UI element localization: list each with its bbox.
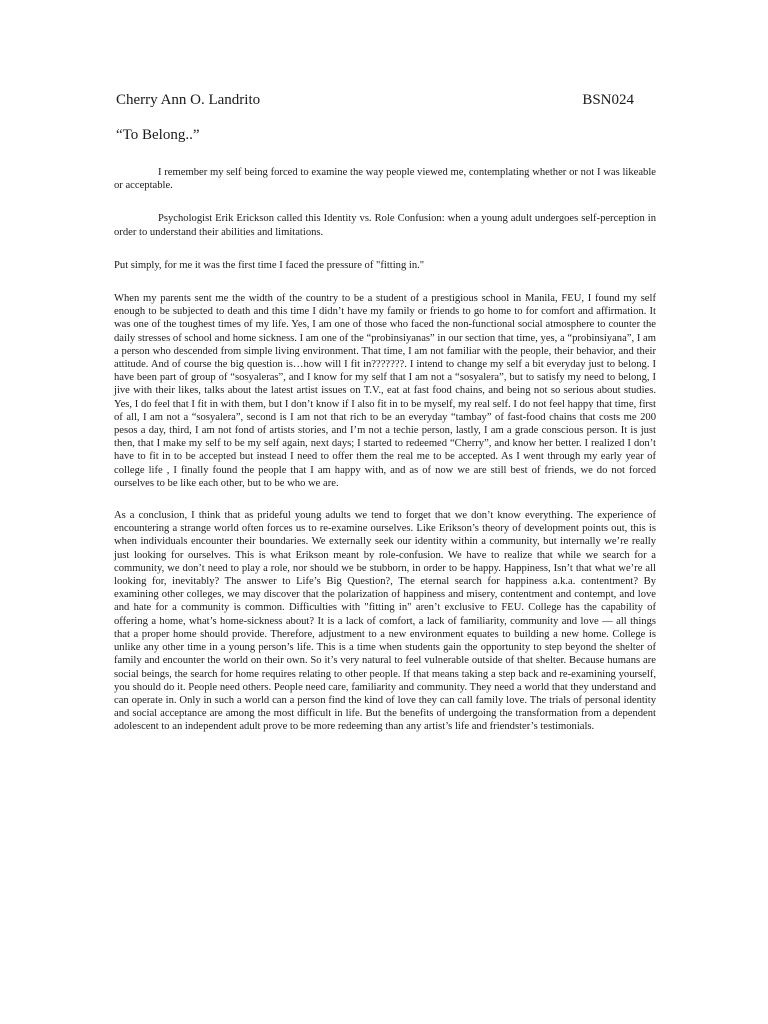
paragraph-3: Put simply, for me it was the first time I faced the pressure of "fitting in." [114,259,425,271]
document-header [116,92,634,114]
paragraph-5: As a conclusion, I think that as prideful young adults we tend to forget that we don’t know everything. The experience of encountering a strange world often forces us to re-examine ourselves. Like Erikson’s theory of development points out, this is when individuals encounter their boundaries. We externally seek our identity within a community, but internally we’re really just looking for ourselves. This is what Erikson meant by role-confusion. We have to realize that while we search for a community, we don’t need to play a role, nor should we be stubborn, in order to be happy. Happiness, Isn’t that what we’re all looking for, inevitably? The answer to Life’s Big Question?, The eternal search for happiness a.k.a. contentment? By examining other colleges, we may discover that the polarization of happiness and misery, contentment and contempt, and love and hate for a community is common. Difficulties with "fitting in" aren’t exclusive to FEU. College has the capability of offering a home, what’s home-sickness about? It is a lack of comfort, a lack of familiarity, community and love — all things that a proper home should provide. Therefore, adjustment to a new environment equates to building a new home. College is unlike any other time in a young person’s life. This is a time when students gain the opportunity to step beyond the shelter of family and encounter the world on their own. So it’s very natural to feel vulnerable outside of that shelter. Because humans are social beings, the search for home requires relating to other people. If that means taking a step back and re-examining yourself, you should do it. People need others. People need care, familiarity and community. They need a world that they understand and can operate in. Only in such a world can a person find the kind of love they can call family love. The trials of personal identity and social acceptance are among the most difficult in life. But the benefits of undergoing the transformation from a dependent adolescent to an independent adult prove to be more redeeming than any artist’s life and friendster’s testimonials. [114,510,656,733]
author-name: Cherry Ann O. Landrito [116,92,261,108]
essay-body [114,166,656,754]
essay-title: “To Belong..” [116,127,200,143]
paragraph-4: When my parents sent me the width of the country to be a student of a prestigious school in Manila, FEU, I found my self enough to be subjected to death and this time I didn’t have my family or friends to go home to for comfort and affirmation. It was one of the toughest times of my life. Yes, I am one of those who faced the non-functional social atmosphere to counter the daily stresses of school and home sickness. I am one of the “probinsiyanas” in our section that time, yes, a “probinsiyana”, I am a person who descended from simple living environment. That time, I am not familiar with the people, their behavior, and their attitude. And of course the big question is…how will I fit in???????. I intend to change my self a bit everyday just to belong. I have been part of group of “sosyaleras”, and I know for my self that I am not a “sosyalera”, but to satisfy my need to belong, I jive with their likes, talks about the latest artist issues on T.V., eat at fast food chains, and being not so serious about studies. Yes, I do feel that I fit in with them, but I don’t know if I also fit in to be myself, my real self. I do not feel happy that time, first of all, I am not a “sosyalera”, second is I am not that rich to be an everyday “tambay” of fast-food chains that costs me 200 pesos a day, third, I am not fond of artists stories, and I’m not a techie person, lastly, I am a grade conscious person. It is just then, that I make my self to be my self again, next days; I started to redeemed “Cherry”, and know her better. I realized I don’t have to fit in to be accepted but instead I need to offer them the real me to be accepted. As I went through my early year of college life , I finally found the people that I am happy with, and as of now we are still best of friends, we do not forced ourselves to be like each other, but to be who we are. [114,293,656,489]
paragraph-2: Psychologist Erik Erickson called this Identity vs. Role Confusion: when a young adult undergoes self-perception in order to understand their abilities and limitations. [114,213,656,238]
student-code: BSN024 [582,92,634,108]
paragraph-1: I remember my self being forced to examine the way people viewed me, contemplating whether or not I was likeable or acceptable. [114,167,656,192]
